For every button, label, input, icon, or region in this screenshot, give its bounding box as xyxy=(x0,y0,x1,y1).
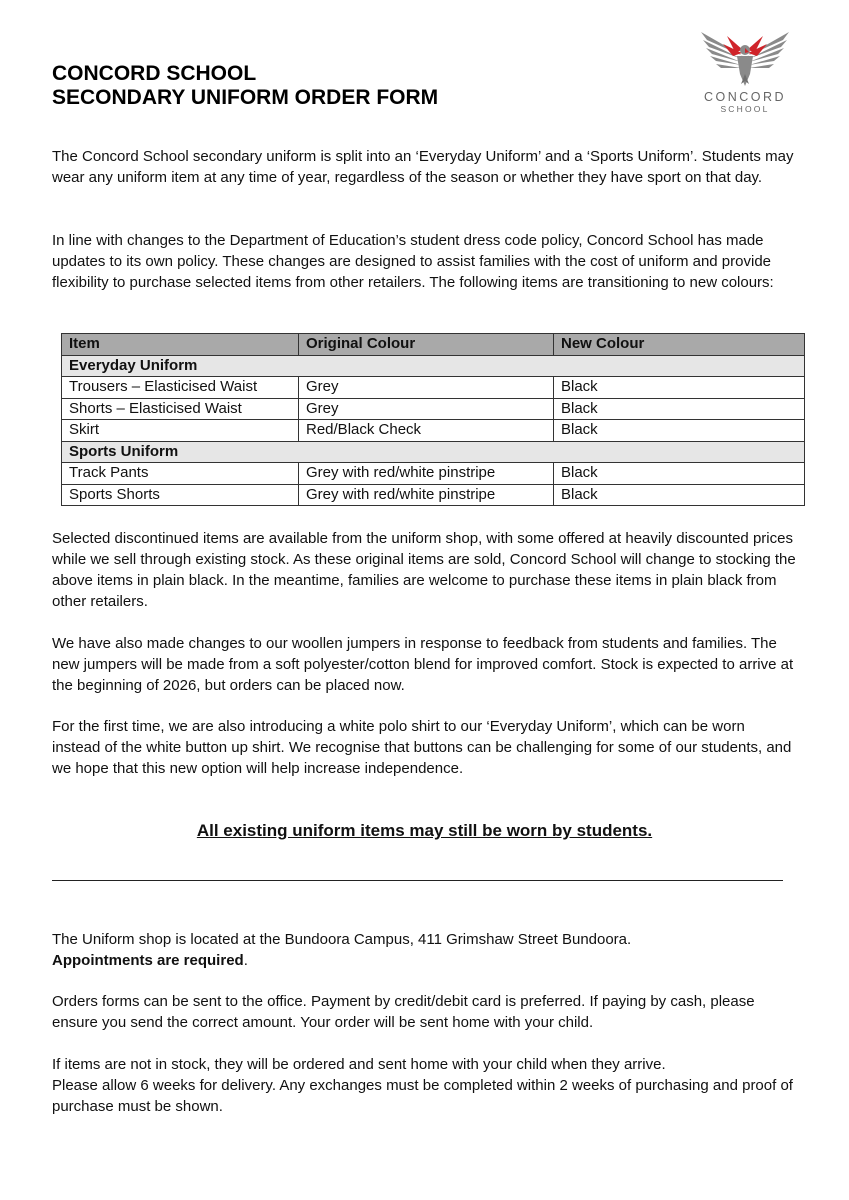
cell-new-colour: Black xyxy=(554,484,805,506)
school-logo xyxy=(690,26,800,121)
cell-original-colour: Grey xyxy=(299,377,554,399)
cell-new-colour: Black xyxy=(554,377,805,399)
section-row-everyday xyxy=(62,355,805,377)
cell-original-colour: Grey with red/white pinstripe xyxy=(299,463,554,485)
cell-original-colour: Grey xyxy=(299,398,554,420)
table-row xyxy=(62,377,805,399)
section-label: Sports Uniform xyxy=(62,441,805,463)
shop-location xyxy=(52,929,797,971)
table-row xyxy=(62,484,805,506)
section-label: Everyday Uniform xyxy=(62,355,805,377)
cell-item: Trousers – Elasticised Waist xyxy=(62,377,299,399)
logo-sub: SCHOOL xyxy=(720,104,770,114)
cell-new-colour: Black xyxy=(554,398,805,420)
header-original-colour: Original Colour xyxy=(299,334,554,356)
header-item: Item xyxy=(62,334,299,356)
notice-existing-items: All existing uniform items may still be worn by students. xyxy=(196,821,653,840)
uniform-colour-table xyxy=(61,333,805,506)
intro-paragraph-1: The Concord School secondary uniform is split into an ‘Everyday Uniform’ and a ‘Sports Uniform’. Students may wear any uniform item at any time of year, regardless of the season or whether they have sport on that day. xyxy=(52,148,794,186)
stock-line-1: If items are not in stock, they will be ordered and sent home with your child when they arrive. xyxy=(52,1056,666,1073)
stock-line-2: Please allow 6 weeks for delivery. Any exchanges must be completed within 2 weeks of purchasing and proof of purchase must be shown. xyxy=(52,1077,793,1115)
cell-item: Track Pants xyxy=(62,463,299,485)
divider-line xyxy=(52,880,783,881)
cell-item: Sports Shorts xyxy=(62,484,299,506)
form-title xyxy=(52,62,438,110)
cell-original-colour: Grey with red/white pinstripe xyxy=(299,484,554,506)
eagle-icon xyxy=(697,26,793,88)
cell-item: Shorts – Elasticised Waist xyxy=(62,398,299,420)
table-header-row xyxy=(62,334,805,356)
cell-original-colour: Red/Black Check xyxy=(299,420,554,442)
appointments-line xyxy=(52,950,797,971)
shop-location-text: The Uniform shop is located at the Bundoora Campus, 411 Grimshaw Street Bundoora. xyxy=(52,931,632,948)
appointments-required: Appointments are required xyxy=(52,952,244,969)
appointments-period: . xyxy=(243,952,248,969)
title-line-form: SECONDARY UNIFORM ORDER FORM xyxy=(52,86,439,109)
intro-paragraph-2: In line with changes to the Department of Education’s student dress code policy, Concord School has made updates to its own policy. These changes are designed to assist families with the cost of uniform and provide flexibility to purchase selected items from other retailers. The following items are transitioning to new colours: xyxy=(52,232,774,291)
jumpers-paragraph: We have also made changes to our woollen jumpers in response to feedback from students and families. The new jumpers will be made from a soft polyester/cotton blend for improved comfort. Stock is expected to arrive at the beginning of 2026, but orders can be placed now. xyxy=(52,635,794,694)
cell-item: Skirt xyxy=(62,420,299,442)
logo-name: CONCORD xyxy=(703,90,787,104)
table-row xyxy=(62,463,805,485)
orders-paragraph: Orders forms can be sent to the office. Payment by credit/debit card is preferred. If paying by cash, please ensure you send the correct amount. Your order will be sent home with your child. xyxy=(52,993,755,1031)
discontinued-paragraph: Selected discontinued items are available from the uniform shop, with some offered at heavily discounted prices while we sell through existing stock. As these original items are sold, Concord School will change to stocking the above items in plain black. In the meantime, families are welcome to purchase these items in plain black from other retailers. xyxy=(52,530,796,610)
title-line-school: CONCORD SCHOOL xyxy=(52,62,257,85)
cell-new-colour: Black xyxy=(554,420,805,442)
cell-new-colour: Black xyxy=(554,463,805,485)
header-new-colour: New Colour xyxy=(554,334,805,356)
section-row-sports xyxy=(62,441,805,463)
polo-paragraph: For the first time, we are also introducing a white polo shirt to our ‘Everyday Uniform’, which can be worn instead of the white button up shirt. We recognise that buttons can be challenging for some of our students, and we hope that this new option will help increase independence. xyxy=(52,718,792,777)
stock-paragraph xyxy=(52,1054,797,1117)
table-row xyxy=(62,398,805,420)
table-row xyxy=(62,420,805,442)
